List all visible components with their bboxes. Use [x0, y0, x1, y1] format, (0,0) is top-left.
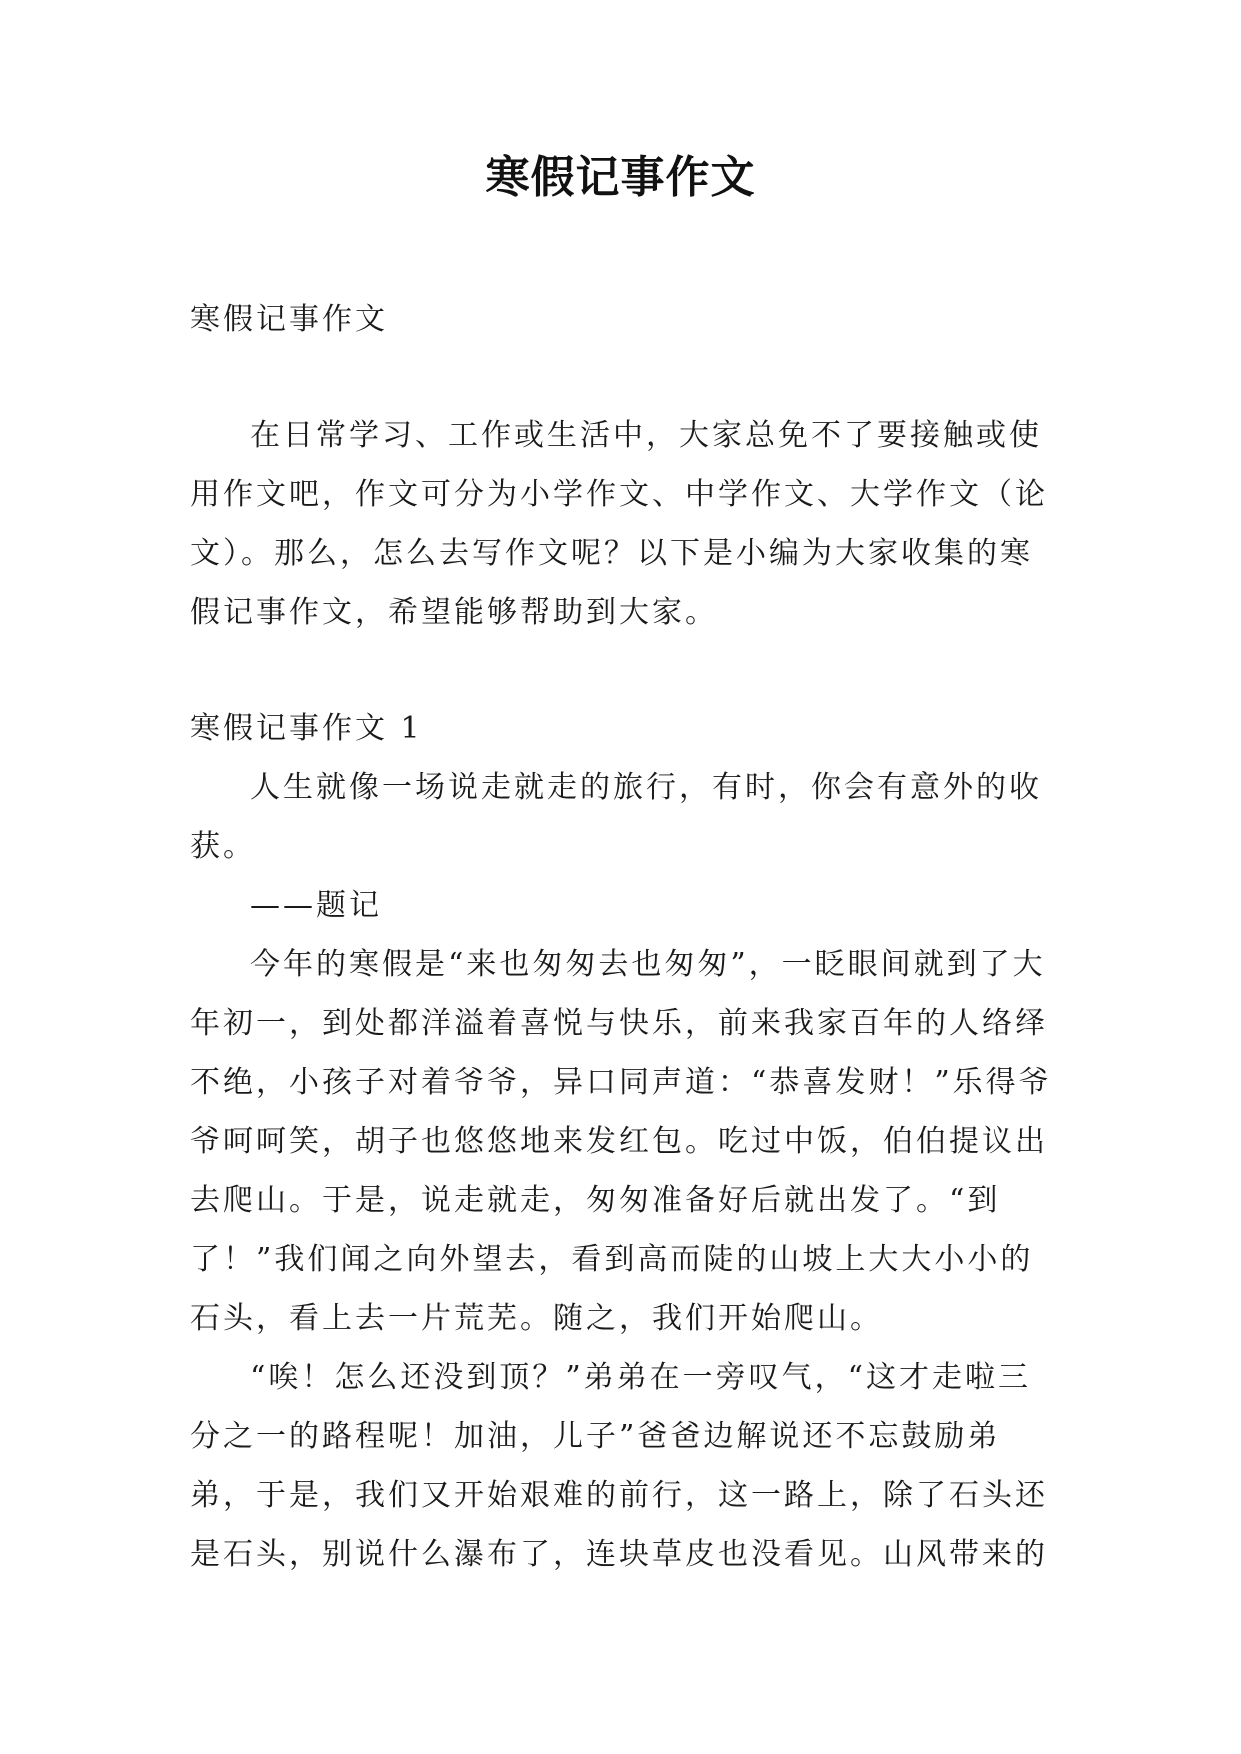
page-title: 寒假记事作文: [485, 152, 756, 203]
epigraph-paragraph: 人生就像一场说走就走的旅行，有时，你会有意外的收获。: [190, 770, 1042, 864]
epigraph-attribution: ——题记: [250, 888, 382, 923]
section-heading: 寒假记事作文 1: [190, 711, 423, 746]
body-paragraph: 今年的寒假是“来也匆匆去也匆匆”，一眨眼间就到了大年初一，到处都洋溢着喜悦与快乐，前来我家百年的人络绎不绝，小孩子对着爷爷，异口同声道：“恭喜发财！”乐得爷爷呵呵笑，胡子也悠悠地来发红包。吃过中饭，伯伯提议出去爬山。于是，说走就走，匆匆准备好后就出发了。“到了！”我们闻之向外望去，看到高而陡的山坡上大大小小的石头，看上去一片荒芜。随之，我们开始爬山。: [190, 947, 1052, 1336]
body-paragraph: “唉！怎么还没到顶？”弟弟在一旁叹气，“这才走啦三分之一的路程呢！加油，儿子”爸爸边解说还不忘鼓励弟弟，于是，我们又开始艰难的前行，这一路上，除了石头还是石头，别说什么瀑布了，连块草皮也没看见。山风带来的: [190, 1360, 1048, 1572]
document-body: [190, 290, 1056, 1584]
intro-paragraph: 在日常学习、工作或生活中，大家总免不了要接触或使用作文吧，作文可分为小学作文、中学作文、大学作文（论文）。那么，怎么去写作文呢？以下是小编为大家收集的寒假记事作文，希望能够帮助到大家。: [190, 418, 1048, 630]
document-subtitle: 寒假记事作文: [190, 302, 388, 337]
